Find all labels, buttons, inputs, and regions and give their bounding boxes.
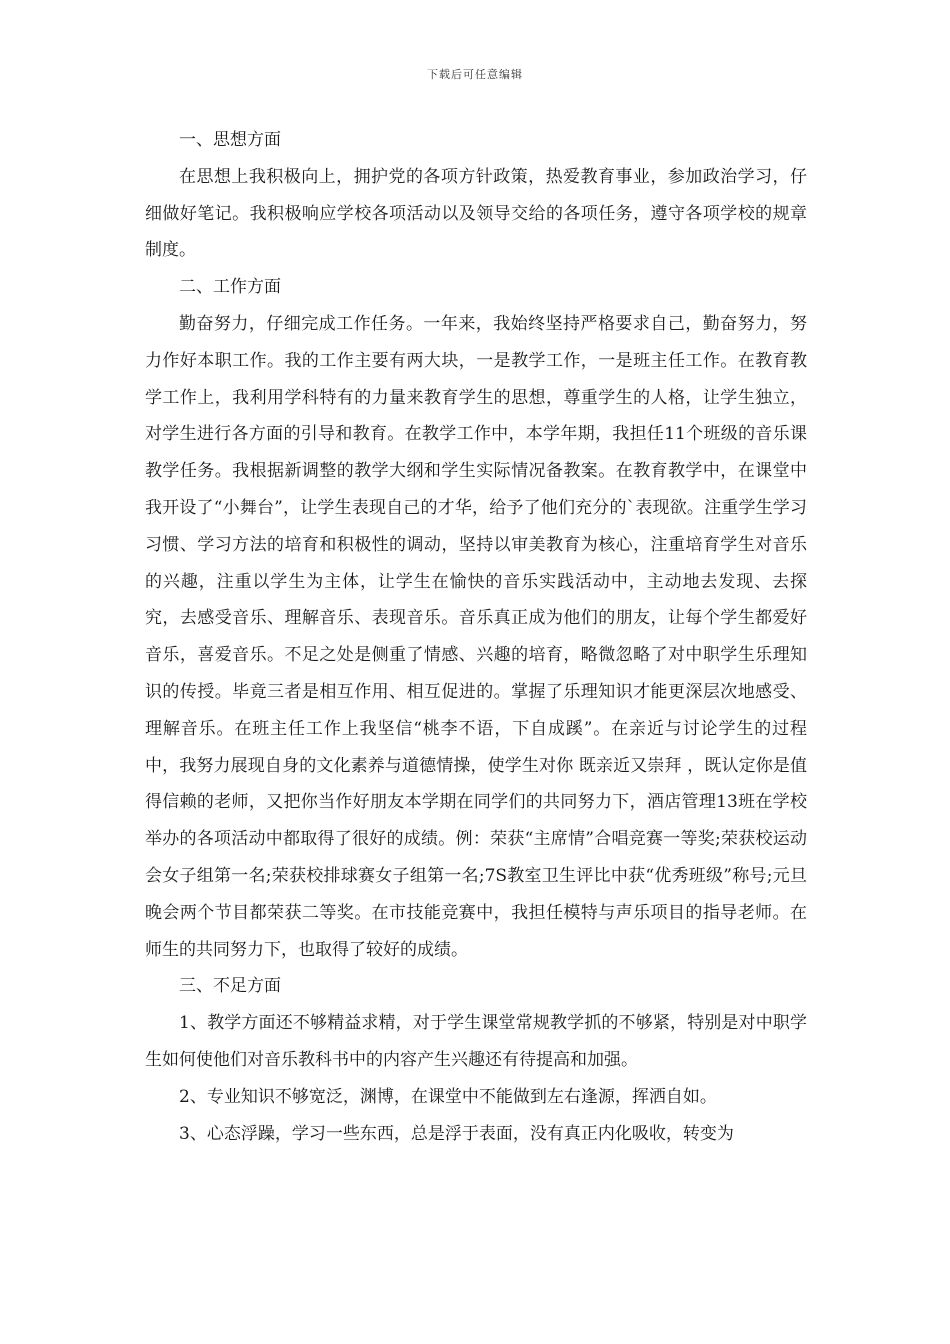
paragraph-shortcoming-3: 3、心态浮躁，学习一些东西，总是浮于表面，没有真正内化吸收，转变为 [179, 1123, 734, 1144]
page-header: 下载后可任意编辑 [427, 68, 523, 81]
section-heading-thought: 一、思想方面 [179, 130, 281, 150]
section-heading-work: 二、工作方面 [179, 277, 281, 298]
paragraph-shortcoming-2: 2、专业知识不够宽泛，渊博，在课堂中不能做到左右逢源，挥洒自如。 [179, 1086, 717, 1107]
paragraph-work: 勤奋努力，仔细完成工作任务。一年来，我始终坚持严格要求自己，勤奋努力，努力作好本职工作。我的工作主要有两大块，一是教学工作，一是班主任工作。在教育教学工作上，我利用学科特有的力量来教育学生的思想，尊重学生的人格，让学生独立，对学生进行各方面的引导和教育。在教学工作中，本学年期，我担任11个班级的音乐课教学任务。我根据新调整的教学大纲和学生实际情况备教案。在教育教学中，在课堂中我开设了“小舞台”，让学生表现自己的才华，给予了他们充分的`表现欲。注重学生学习习惯、学习方法的培育和积极性的调动，坚持以审美教育为核心，注重培育学生对音乐的兴趣，注重以学生为主体，让学生在愉快的音乐实践活动中，主动地去发现、去探究，去感受音乐、理解音乐、表现音乐。音乐真正成为他们的朋友，让每个学生都爱好音乐，喜爱音乐。不足之处是侧重了情感、兴趣的培育，略微忽略了对中职学生乐理知识的传授。毕竟三者是相互作用、相互促进的。掌握了乐理知识才能更深层次地感受、理解音乐。在班主任工作上我坚信“桃李不语，下自成蹊”。在亲近与讨论学生的过程中，我努力展现自身的文化素养与道德情操，使学生对你 既亲近又崇拜 ，既认定你是值得信赖的老师，又把你当作好朋友本学期在同学们的共同努力下，酒店管理13班在学校举办的各项活动中都取得了很好的成绩。例：荣获“主席情”合唱竞赛一等奖;荣获校运动会女子组第一名;荣获校排球赛女子组第一名;7S教室卫生评比中获“优秀班级”称号;元旦晚会两个节目都荣获二等奖。在市技能竞赛中，我担任模特与声乐项目的指导老师。在师生的共同努力下，也取得了较好的成绩。 [145, 313, 807, 960]
paragraph-thought: 在思想上我积极向上，拥护党的各项方针政策，热爱教育事业，参加政治学习，仔细做好笔记。我积极响应学校各项活动以及领导交给的各项任务，遵守各项学校的规章制度。 [145, 166, 807, 261]
paragraph-shortcoming-1: 1、教学方面还不够精益求精，对于学生课堂常规教学抓的不够紧，特别是对中职学生如何使他们对音乐教科书中的内容产生兴趣还有待提高和加强。 [145, 1013, 807, 1070]
document-body [145, 122, 807, 1152]
section-heading-shortcomings: 三、不足方面 [179, 976, 281, 997]
